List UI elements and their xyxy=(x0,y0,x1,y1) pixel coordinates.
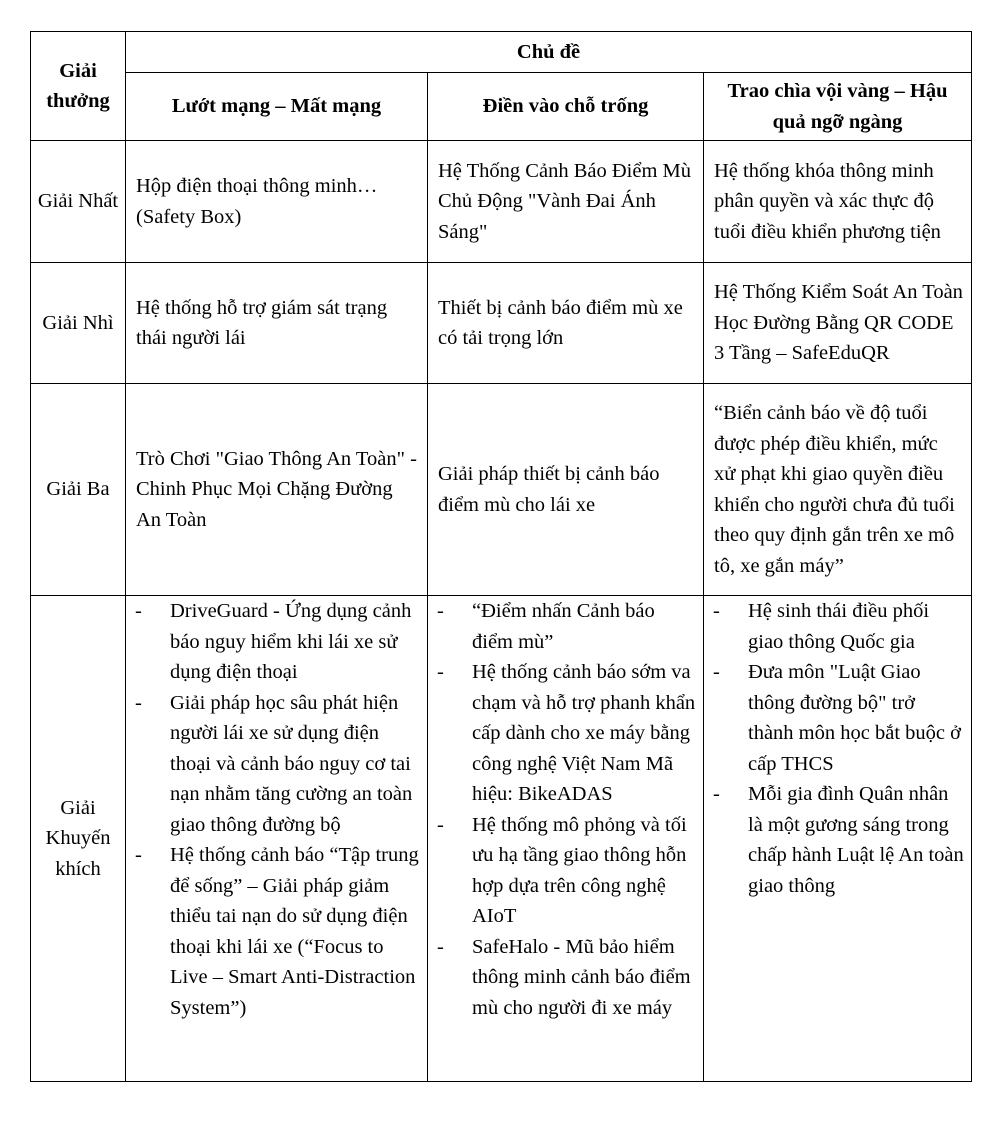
entry-cell: Hệ thống hỗ trợ giám sát trạng thái người lái xyxy=(126,263,428,384)
header-topic-1: Lướt mạng – Mất mạng xyxy=(126,73,428,141)
list-item: - Hệ sinh thái điều phối giao thông Quốc gia xyxy=(708,596,965,657)
award-table xyxy=(30,31,972,1082)
list-item: - Mỗi gia đình Quân nhân là một gương sáng trong chấp hành Luật lệ An toàn giao thông xyxy=(708,779,965,901)
table-row xyxy=(31,141,972,263)
entry-list xyxy=(432,596,697,1023)
entry-list-cell xyxy=(126,596,428,1082)
list-item: - Hệ thống cảnh báo “Tập trung để sống” – Giải pháp giảm thiểu tai nạn do sử dụng điện thoại khi lái xe (“Focus to Live – Smart Anti-Distraction System”) xyxy=(130,840,421,1023)
list-item: - DriveGuard - Ứng dụng cảnh báo nguy hiểm khi lái xe sử dụng điện thoại xyxy=(130,596,421,688)
award-name: Giải Nhì xyxy=(31,263,126,384)
table-row xyxy=(31,384,972,596)
entry-cell: Trò Chơi "Giao Thông An Toàn" - Chinh Phục Mọi Chặng Đường An Toàn xyxy=(126,384,428,596)
header-topic: Chủ đề xyxy=(126,32,972,73)
list-item: - Giải pháp học sâu phát hiện người lái xe sử dụng điện thoại và cảnh báo nguy cơ tai nạn nhằm tăng cường an toàn giao thông đường bộ xyxy=(130,688,421,841)
header-row-sub xyxy=(31,73,972,141)
header-row-top xyxy=(31,32,972,73)
entry-cell: Giải pháp thiết bị cảnh báo điểm mù cho lái xe xyxy=(428,384,704,596)
header-award: Giải thưởng xyxy=(31,32,126,141)
entry-list-cell xyxy=(704,596,972,1082)
entry-list xyxy=(708,596,965,901)
header-topic-3: Trao chìa vội vàng – Hậu quả ngỡ ngàng xyxy=(704,73,972,141)
award-name: Giải Nhất xyxy=(31,141,126,263)
list-item: - Đưa môn "Luật Giao thông đường bộ" trở thành môn học bắt buộc ở cấp THCS xyxy=(708,657,965,779)
entry-cell: Hệ Thống Cảnh Báo Điểm Mù Chủ Động "Vành Đai Ánh Sáng" xyxy=(428,141,704,263)
entry-cell: “Biển cảnh báo về độ tuổi được phép điều khiển, mức xử phạt khi giao quyền điều khiển cho người chưa đủ tuổi theo quy định gắn trên xe mô tô, xe gắn máy” xyxy=(704,384,972,596)
entry-list xyxy=(130,596,421,1023)
list-item: - SafeHalo - Mũ bảo hiểm thông minh cảnh báo điểm mù cho người đi xe máy xyxy=(432,932,697,1024)
entry-cell: Thiết bị cảnh báo điểm mù xe có tải trọng lớn xyxy=(428,263,704,384)
list-item: - Hệ thống mô phỏng và tối ưu hạ tầng giao thông hỗn hợp dựa trên công nghệ AIoT xyxy=(432,810,697,932)
entry-cell: Hệ thống khóa thông minh phân quyền và xác thực độ tuổi điều khiển phương tiện xyxy=(704,141,972,263)
award-name: Giải Khuyến khích xyxy=(31,596,126,1082)
table-row xyxy=(31,596,972,1082)
award-name: Giải Ba xyxy=(31,384,126,596)
table-row xyxy=(31,263,972,384)
entry-cell: Hệ Thống Kiểm Soát An Toàn Học Đường Bằng QR CODE 3 Tầng – SafeEduQR xyxy=(704,263,972,384)
header-topic-2: Điền vào chỗ trống xyxy=(428,73,704,141)
list-item: - “Điểm nhấn Cảnh báo điểm mù” xyxy=(432,596,697,657)
entry-cell: Hộp điện thoại thông minh…(Safety Box) xyxy=(126,141,428,263)
list-item: - Hệ thống cảnh báo sớm va chạm và hỗ trợ phanh khẩn cấp dành cho xe máy bằng công nghệ Việt Nam Mã hiệu: BikeADAS xyxy=(432,657,697,810)
entry-list-cell xyxy=(428,596,704,1082)
